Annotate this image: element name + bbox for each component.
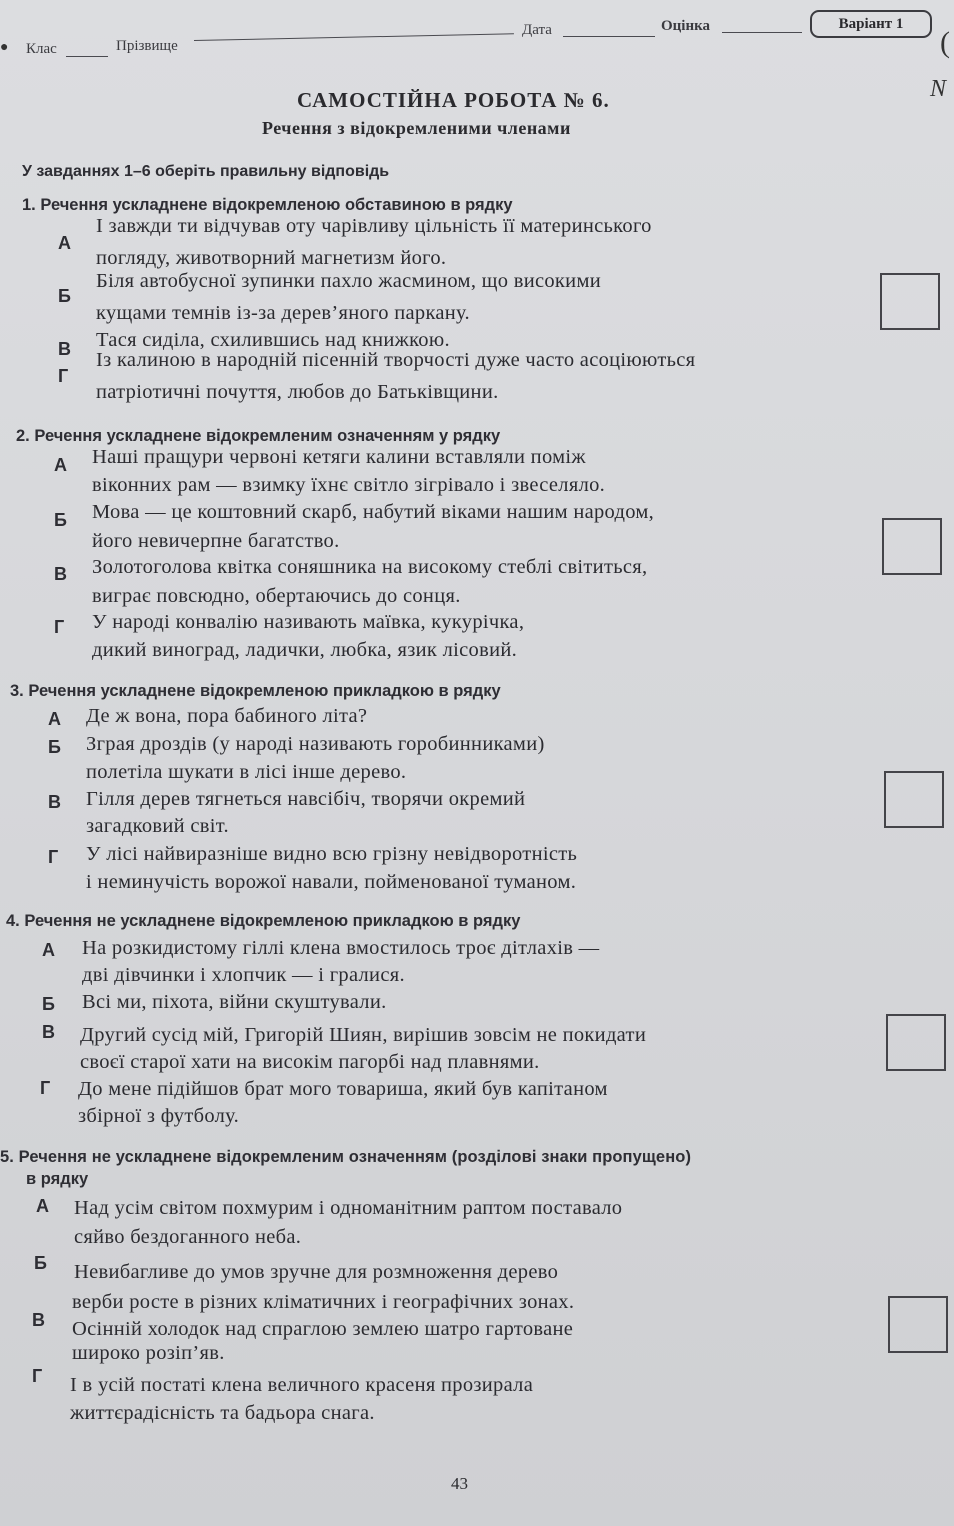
option-letter: В xyxy=(54,564,67,584)
option-letter: Б xyxy=(54,510,67,530)
page-edge-mark: N xyxy=(930,76,947,102)
page-edge-mark: ● xyxy=(0,38,9,54)
option-line: збірної з футболу. xyxy=(78,1105,240,1127)
option-letter: Г xyxy=(48,847,59,867)
class-label: Клас xyxy=(26,41,57,57)
option-line: широко розіп’яв. xyxy=(72,1342,225,1364)
question-4-prompt: 4. Речення не ускладнене відокремленою прикладкою в рядку xyxy=(6,912,521,930)
surname-field[interactable] xyxy=(194,33,514,41)
option-line: Гілля дерев тягнеться навсібіч, творячи окремий xyxy=(86,788,526,810)
question-1-prompt: 1. Речення ускладнене відокремленою обставиною в рядку xyxy=(22,196,513,214)
instruction-text: У завданнях 1–6 оберіть правильну відповідь xyxy=(22,163,390,180)
option-letter: В xyxy=(58,339,71,359)
option-line: кущами темнів із-за дерев’яного паркану. xyxy=(96,302,470,324)
option-letter: Б xyxy=(42,994,55,1014)
option-line: До мене підійшов брат мого товариша, який був капітаном xyxy=(78,1078,608,1100)
date-label: Дата xyxy=(522,22,552,38)
page-edge-mark: ( xyxy=(940,26,950,59)
answer-box-4[interactable] xyxy=(886,1014,946,1071)
surname-label: Прізвище xyxy=(116,38,178,54)
option-line: Із калиною в народній пісенній творчості дуже часто асоціюються xyxy=(96,349,696,371)
option-letter: В xyxy=(48,792,61,812)
option-letter: В xyxy=(42,1022,55,1042)
option-line: сяйво бездоганного неба. xyxy=(74,1226,302,1248)
option-line: Тася сиділа, схилившись над книжкою. xyxy=(96,329,450,351)
option-line: життєрадісність та бадьора снага. xyxy=(70,1402,375,1424)
answer-box-5[interactable] xyxy=(888,1296,948,1353)
option-line: дві дівчинки і хлопчик — і гралися. xyxy=(82,964,405,986)
option-line: погляду, животворний магнетизм його. xyxy=(96,247,447,269)
option-letter: А xyxy=(58,233,71,253)
option-line: І в усій постаті клена величного красеня прозирала xyxy=(70,1374,534,1396)
option-line: загадковий світ. xyxy=(86,815,229,837)
option-letter: Г xyxy=(40,1078,51,1098)
option-line: Осінній холодок над спраглою землею шатро гартоване xyxy=(72,1318,574,1340)
question-2-prompt: 2. Речення ускладнене відокремленим означенням у рядку xyxy=(16,427,501,445)
variant-badge: Варіант 1 xyxy=(810,10,932,38)
option-line: Наші пращури червоні кетяги калини вставляли поміж xyxy=(92,446,586,468)
option-line: Всі ми, піхота, війни скуштували. xyxy=(82,991,387,1013)
option-line: У народі конвалію називають маївка, кукурічка, xyxy=(92,611,525,633)
option-letter: Г xyxy=(54,617,65,637)
option-line: У лісі найвиразніше видно всю грізну невідворотність xyxy=(86,843,578,865)
option-line: Де ж вона, пора бабиного літа? xyxy=(86,705,368,727)
option-line: віконних рам — взимку їхнє світло зігрівало і звеселяло. xyxy=(92,474,606,496)
option-letter: Б xyxy=(48,737,61,757)
option-line: Другий сусід мій, Григорій Шиян, вирішив зовсім не покидати xyxy=(80,1024,647,1046)
option-line: його невичерпне багатство. xyxy=(92,530,340,552)
option-line: На розкидистому гіллі клена вмостилось троє дітлахів — xyxy=(82,937,600,959)
question-5-prompt: 5. Речення не ускладнене відокремленим означенням (розділові знаки пропущено) xyxy=(0,1148,692,1166)
option-letter: А xyxy=(36,1196,49,1216)
page-title: САМОСТІЙНА РОБОТА № 6. xyxy=(297,88,610,112)
answer-box-3[interactable] xyxy=(884,771,944,828)
option-line: полетіла шукати в лісі інше дерево. xyxy=(86,761,407,783)
page-subtitle: Речення з відокремленими членами xyxy=(262,118,571,138)
option-line: Мова — це коштовний скарб, набутий віками нашим народом, xyxy=(92,501,655,523)
option-line: своєї старої хати на високім пагорбі над плавнями. xyxy=(80,1051,540,1073)
option-line: верби росте в різних кліматичних і географічних зонах. xyxy=(72,1291,575,1313)
answer-box-1[interactable] xyxy=(880,273,940,330)
option-letter: В xyxy=(32,1310,45,1330)
option-letter: Б xyxy=(34,1253,47,1273)
grade-label: Оцінка xyxy=(661,18,711,34)
option-letter: Г xyxy=(58,366,69,386)
option-line: Над усім світом похмурим і одноманітним раптом поставало xyxy=(74,1197,623,1219)
option-line: Біля автобусної зупинки пахло жасмином, що високими xyxy=(96,270,601,292)
question-5-prompt-cont: в рядку xyxy=(26,1170,89,1188)
option-line: Невибагливе до умов зручне для розмноження дерево xyxy=(74,1261,559,1283)
option-line: виграє повсюдно, обертаючись до сонця. xyxy=(92,585,461,607)
option-letter: Б xyxy=(58,286,71,306)
page-number: 43 xyxy=(451,1474,468,1493)
option-line: І завжди ти відчував оту чарівливу цільність її материнського xyxy=(96,215,652,237)
option-letter: А xyxy=(42,940,55,960)
option-line: патріотичні почуття, любов до Батьківщини. xyxy=(96,381,499,403)
option-line: дикий виноград, ладички, любка, язик лісовий. xyxy=(92,639,518,661)
option-letter: Г xyxy=(32,1366,43,1386)
answer-box-2[interactable] xyxy=(882,518,942,575)
option-line: Зграя дроздів (у народі називають горобинниками) xyxy=(86,733,545,755)
option-line: і неминучість ворожої навали, пойменованої туманом. xyxy=(86,871,577,893)
option-letter: А xyxy=(48,709,61,729)
option-line: Золотоголова квітка соняшника на високому стеблі світиться, xyxy=(92,556,648,578)
class-field[interactable] xyxy=(66,56,108,57)
grade-field[interactable] xyxy=(722,32,802,33)
option-letter: А xyxy=(54,455,67,475)
question-3-prompt: 3. Речення ускладнене відокремленою прикладкою в рядку xyxy=(10,682,501,700)
date-field[interactable] xyxy=(563,36,655,37)
